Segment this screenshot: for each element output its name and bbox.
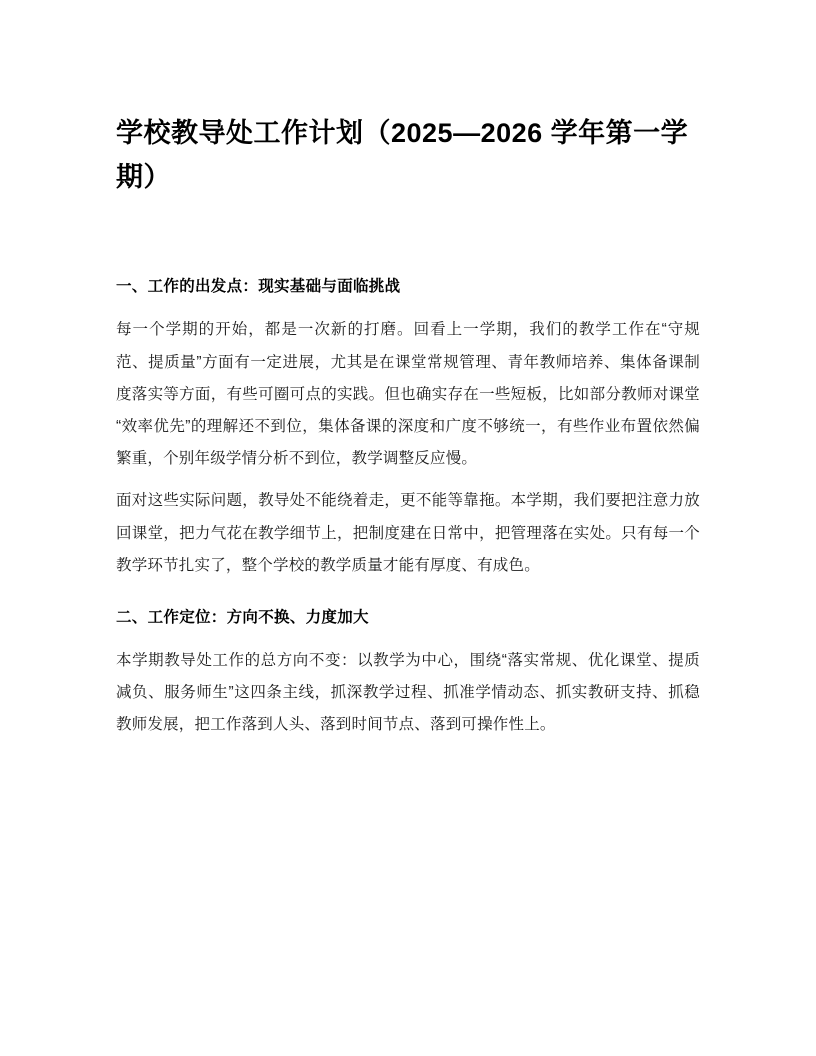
title-spacer [116,233,700,251]
section-2-body [116,645,700,742]
section-1-paragraph-1: 每一个学期的开始，都是一次新的打磨。回看上一学期，我们的教学工作在“守规范、提质量”方面有一定进展，尤其是在课堂常规管理、青年教师培养、集体备课制度落实等方面，有些可圈可点的实践。但也确实存在一些短板，比如部分教师对课堂“效率优先”的理解还不到位，集体备课的深度和广度不够统一，有些作业布置依然偏繁重，个别年级学情分析不到位，教学调整反应慢。 [116,321,700,468]
section-1-body [116,314,700,582]
section-1-heading: 一、工作的出发点：现实基础与面临挑战 [116,278,401,296]
section-2-paragraph-1: 本学期教导处工作的总方向不变：以教学为中心，围绕“落实常规、优化课堂、提质减负、服务师生”这四条主线，抓深教学过程、抓准学情动态、抓实教研支持、抓稳教师发展，把工作落到人头、落到时间节点、落到可操作性上。 [116,651,700,734]
page-title: 学校教导处工作计划（2025—2026 学年第一学期） [116,118,689,192]
section-2-heading: 二、工作定位：方向不换、力度加大 [116,609,369,627]
section-2 [116,606,700,742]
section-1 [116,275,700,582]
section-1-paragraph-2: 面对这些实际问题，教导处不能绕着走，更不能等靠拖。本学期，我们要把注意力放回课堂，把力气花在教学细节上，把制度建在日常中，把管理落在实处。只有每一个教学环节扎实了，整个学校的教学质量才能有厚度、有成色。 [116,492,700,574]
